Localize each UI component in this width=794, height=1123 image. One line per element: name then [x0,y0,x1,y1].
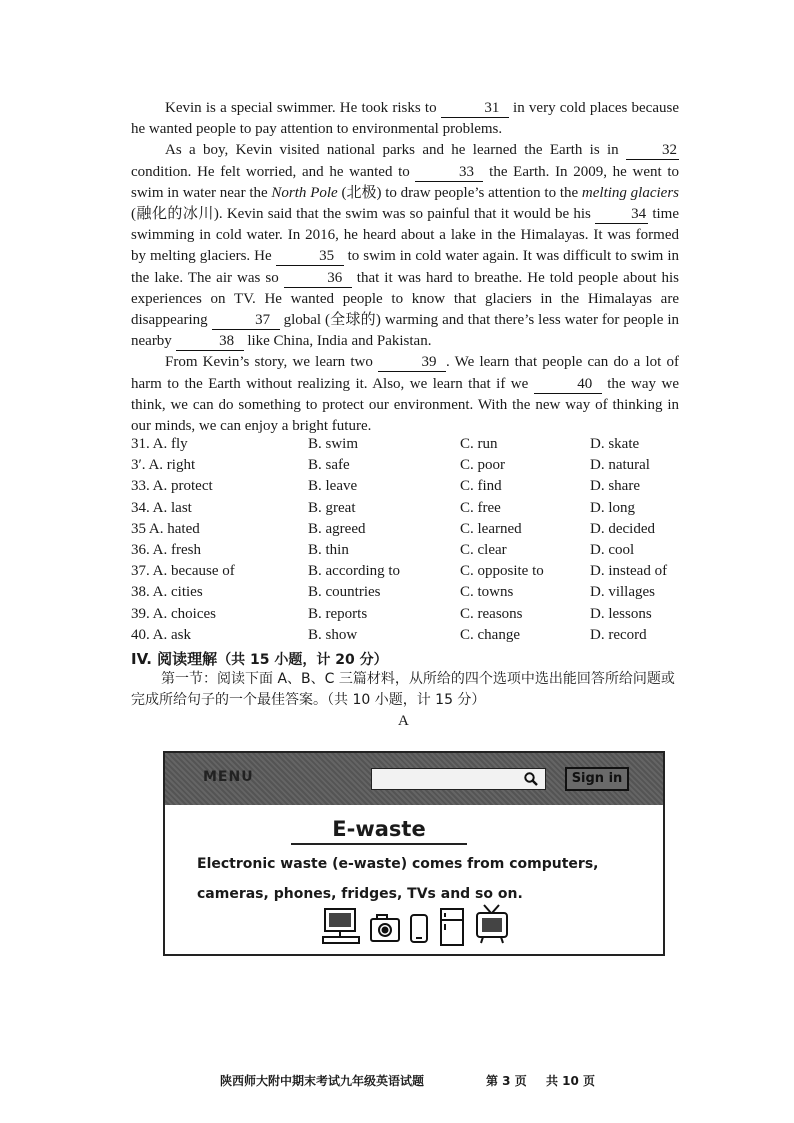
option-row-40 [131,625,691,646]
text-run: like China, India and Pakistan. [243,333,432,350]
option-c: C. run [460,436,498,452]
option-a: 36. A. fresh [131,541,201,558]
option-a: 38. A. cities [131,584,203,601]
text-run: that it was hard to breathe. He told people about his experiences on TV. He wanted people to know that glaciers in the Himalayas are disappearing [131,269,680,329]
sign-in-button: Sign in [565,767,629,791]
option-d: D. instead of [590,563,668,580]
option-b: B. according to [308,563,401,580]
option-d: D. record [590,626,647,643]
option-a: 40. A. ask [131,626,191,643]
blank-35: 35 [276,248,344,266]
text-run: the way we think, we can do something to protect our environment. With the new way of thinking in our minds, we can enjoy a bright future. [131,375,680,435]
ewaste-webpage-image [163,751,665,956]
text-run: to swim in cold water again. It was difficult to swim in the lake. The air was so [131,248,679,286]
option-b: B. show [308,626,358,643]
option-c: C. find [460,478,502,495]
option-d: D. cool [590,541,635,558]
search-icon [523,771,539,787]
option-d: D. lessons [590,605,652,622]
blank-31: 31 [441,100,509,118]
option-a: 37. A. because of [131,563,235,580]
option-d: D. decided [590,520,655,537]
phone-icon [411,915,427,942]
text-run: . We learn that people can do a lot of harm to the Earth without realizing it. Also, we learn that if we [131,354,679,392]
blank-36: 36 [284,270,352,288]
search-box [371,768,546,790]
menu-label: MENU [203,769,254,785]
page-footer [220,1072,600,1089]
electronics-icons [321,903,521,949]
option-c: C. clear [460,541,507,558]
section-instruction: 第一节：阅读下面 A、B、C 三篇材料，从所给的四个选项中选出能回答所给问题或完成所给句子的一个最佳答案。（共 10 小题，计 15 分） [131,671,675,708]
text-run: From Kevin’s story, we learn two [165,354,378,371]
option-d: D. natural [590,457,650,474]
text-run: (北极) to draw people’s attention to the [337,184,582,201]
option-b: B. agreed [308,520,366,537]
option-b: B. leave [308,478,358,495]
section-title: IV. 阅读理解 [131,650,218,668]
text-run: (融化的冰川). Kevin said that the swim was so painful that it would be his [131,206,596,223]
option-a: 3′. A. right [131,457,196,474]
ewaste-title-block [291,815,467,845]
page-number: 第 3 页 [486,1074,527,1088]
option-c: C. towns [460,584,514,601]
blank-32: 32 [626,142,679,160]
option-row-31 [131,434,691,455]
option-b: B. great [308,499,356,516]
section-score: （共 15 小题，计 20 分） [217,652,388,668]
answer-options [131,434,691,646]
text-run: As a boy, Kevin visited national parks and he learned the Earth is in [165,142,626,159]
fridge-icon [441,909,463,945]
option-b: B. thin [308,541,349,558]
option-c: C. opposite to [460,563,544,580]
option-b: B. countries [308,584,381,601]
option-c: C. free [460,499,501,516]
option-row-37 [131,561,691,582]
exam-title: 陕西师大附中期末考试九年级英语试题 [220,1074,425,1088]
ewaste-header-bar [165,753,663,805]
ewaste-description: Electronic waste (e-waste) comes from computers, cameras, phones, fridges, TVs and so on. [197,856,599,902]
option-c: C. learned [460,520,522,537]
option-row-35 [131,519,691,540]
blank-33: 33 [415,164,483,182]
tv-icon [477,905,507,943]
text-run: condition. He felt worried, and he wanted to [131,163,416,180]
text-run: global (全球的) warming and that there’s less water for people in nearby [131,312,679,350]
option-d: D. villages [590,584,655,601]
option-row-34 [131,498,691,519]
text-run: time swimming in cold water. In 2016, he heard about a lake in the Himalayas. It was formed by melting glaciers. He [131,206,679,265]
paragraph-1 [131,98,679,140]
option-b: B. safe [308,457,350,474]
option-a: 35 A. hated [131,520,200,537]
option-b: B. swim [308,436,359,452]
cloze-passage [131,98,679,437]
blank-34: 34 [595,206,648,224]
blank-37: 37 [212,312,280,330]
section-heading [131,648,388,669]
camera-icon [371,915,399,941]
text-run: Kevin is a special swimmer. He took risks to [165,100,441,116]
north-pole-term: North Pole [271,184,338,201]
paragraph-2 [131,140,679,352]
blank-39: 39 [378,354,446,372]
paragraph-3 [131,352,679,437]
ewaste-title: E-waste [332,817,426,841]
option-b: B. reports [308,605,368,622]
computer-icon [323,909,359,943]
text-run: in very cold places because he wanted people to pay attention to environmental problems. [131,100,679,138]
option-a: 33. A. protect [131,478,213,495]
option-row-33 [131,476,691,497]
blank-38: 38 [176,333,244,351]
option-row-36 [131,540,691,561]
option-row-32 [131,455,691,476]
option-c: C. change [460,626,520,643]
option-d: D. long [590,499,635,516]
option-d: D. skate [590,436,640,452]
passage-label: A [398,713,409,729]
text-run: the Earth. In 2009, he went to swim in water near the [131,163,679,201]
melting-glaciers-term: melting glaciers [581,184,680,201]
option-a: 34. A. last [131,499,192,516]
option-d: D. share [590,478,640,495]
option-row-38 [131,582,691,603]
option-row-39 [131,604,691,625]
option-a: 31. A. fly [131,436,188,452]
option-c: C. reasons [460,605,523,622]
blank-40: 40 [534,376,602,394]
total-pages: 共 10 页 [546,1074,596,1088]
option-a: 39. A. choices [131,605,216,622]
option-c: C. poor [460,457,505,474]
